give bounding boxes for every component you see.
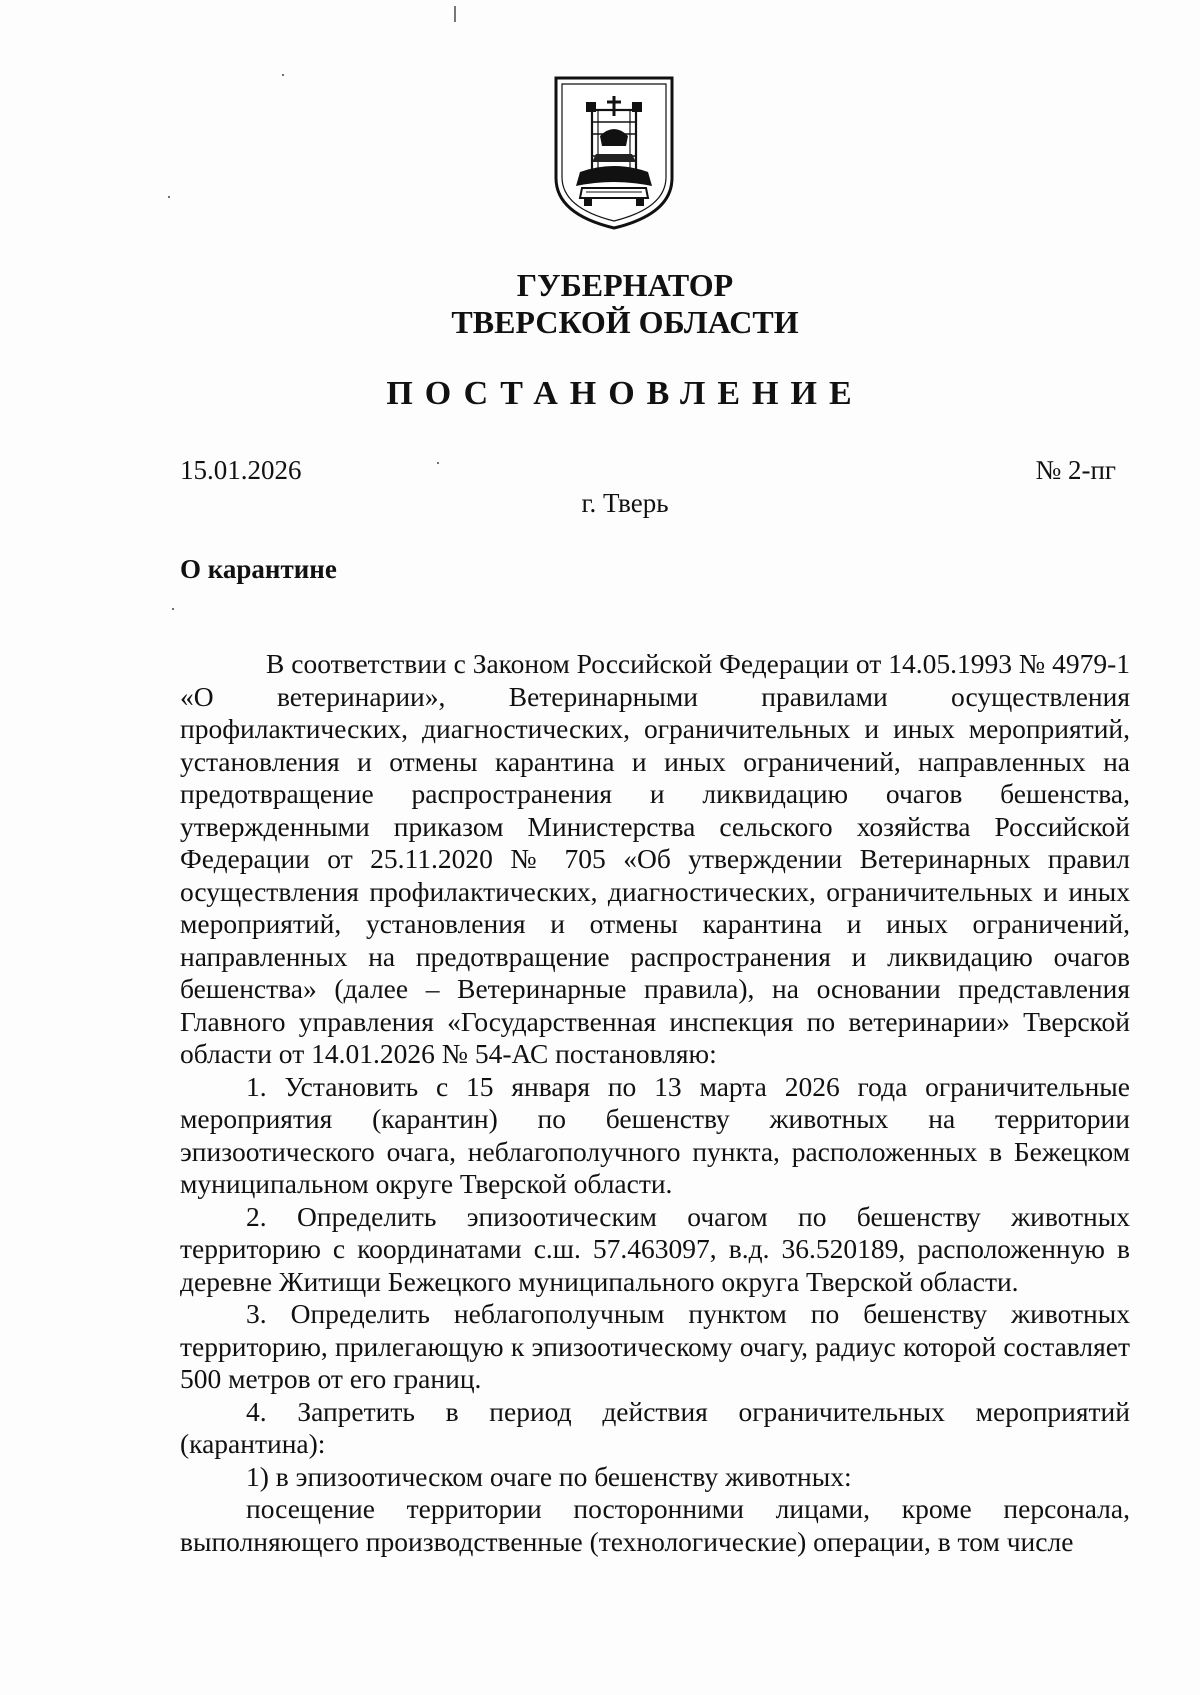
authority-title-line2: ТВЕРСКОЙ ОБЛАСТИ bbox=[451, 304, 799, 340]
scan-mark bbox=[454, 6, 456, 22]
document-city: г. Тверь bbox=[581, 488, 669, 518]
document-type-heading: ПОСТАНОВЛЕНИЕ bbox=[386, 375, 864, 412]
item-4-subitem-1-text: посещение территории посторонними лицами, кроме персонала, выполняющего производственные (технологические) операции, в том числе bbox=[180, 1493, 1130, 1557]
scan-speck bbox=[168, 196, 170, 198]
item-4-subitem-1: 1) в эпизоотическом очаге по бешенству животных: bbox=[246, 1460, 852, 1492]
authority-title-line1: ГУБЕРНАТОР bbox=[516, 267, 734, 303]
scan-speck bbox=[437, 462, 439, 464]
document-title: О карантине bbox=[180, 554, 337, 584]
scan-speck bbox=[172, 608, 174, 610]
item-2-paragraph: 2. Определить эпизоотическим очагом по бешенству животных территорию с координатами с.ш. 57.463097, в.д. 36.520189, расположенную в деревне Житищи Бежецкого муниципального округа Тверской области. bbox=[180, 1200, 1130, 1297]
document-date: 15.01.2026 bbox=[180, 455, 302, 485]
document-number: № 2-пг bbox=[1035, 455, 1116, 485]
preamble-paragraph: В соответствии с Законом Российской Федерации от 14.05.1993 № 4979-1 «О ветеринарии», Ветеринарными правилами осуществления профилактических, диагностических, ограничительных и иных мероприятий, установления и отмены карантина и иных ограничений, направленных на предотвращение распространения и ликвидацию очагов бешенства, утвержденными приказом Министерства сельского хозяйства Российской Федерации от 25.11.2020 № 705 «Об утверждении Ветеринарных правил осуществления профилактических, диагностических, ограничительных и иных мероприятий, установления и отмены карантина и иных ограничений, направленных на предотвращение распространения и ликвидацию очагов бешенства» (далее – Ветеринарные правила), на основании представления Главного управления «Государственная инспекция по ветеринарии» Тверской области от 14.01.2026 № 54-АС постановляю: bbox=[180, 648, 1130, 1069]
scan-speck bbox=[282, 74, 284, 76]
item-4-paragraph: 4. Запретить в период действия ограничительных мероприятий (карантина): bbox=[180, 1395, 1130, 1459]
item-3-paragraph: 3. Определить неблагополучным пунктом по бешенству животных территорию, прилегающую к эпизоотическому очагу, радиус которой составляет 500 метров от его границ. bbox=[180, 1298, 1130, 1394]
document-body bbox=[180, 648, 1130, 1558]
coat-of-arms-icon bbox=[550, 74, 678, 232]
item-1-paragraph: 1. Установить с 15 января по 13 марта 2026 года ограничительные мероприятия (карантин) по бешенству животных на территории эпизоотического очага, неблагополучного пункта, расположенных в Бежецком муниципальном округе Тверской области. bbox=[180, 1070, 1130, 1199]
